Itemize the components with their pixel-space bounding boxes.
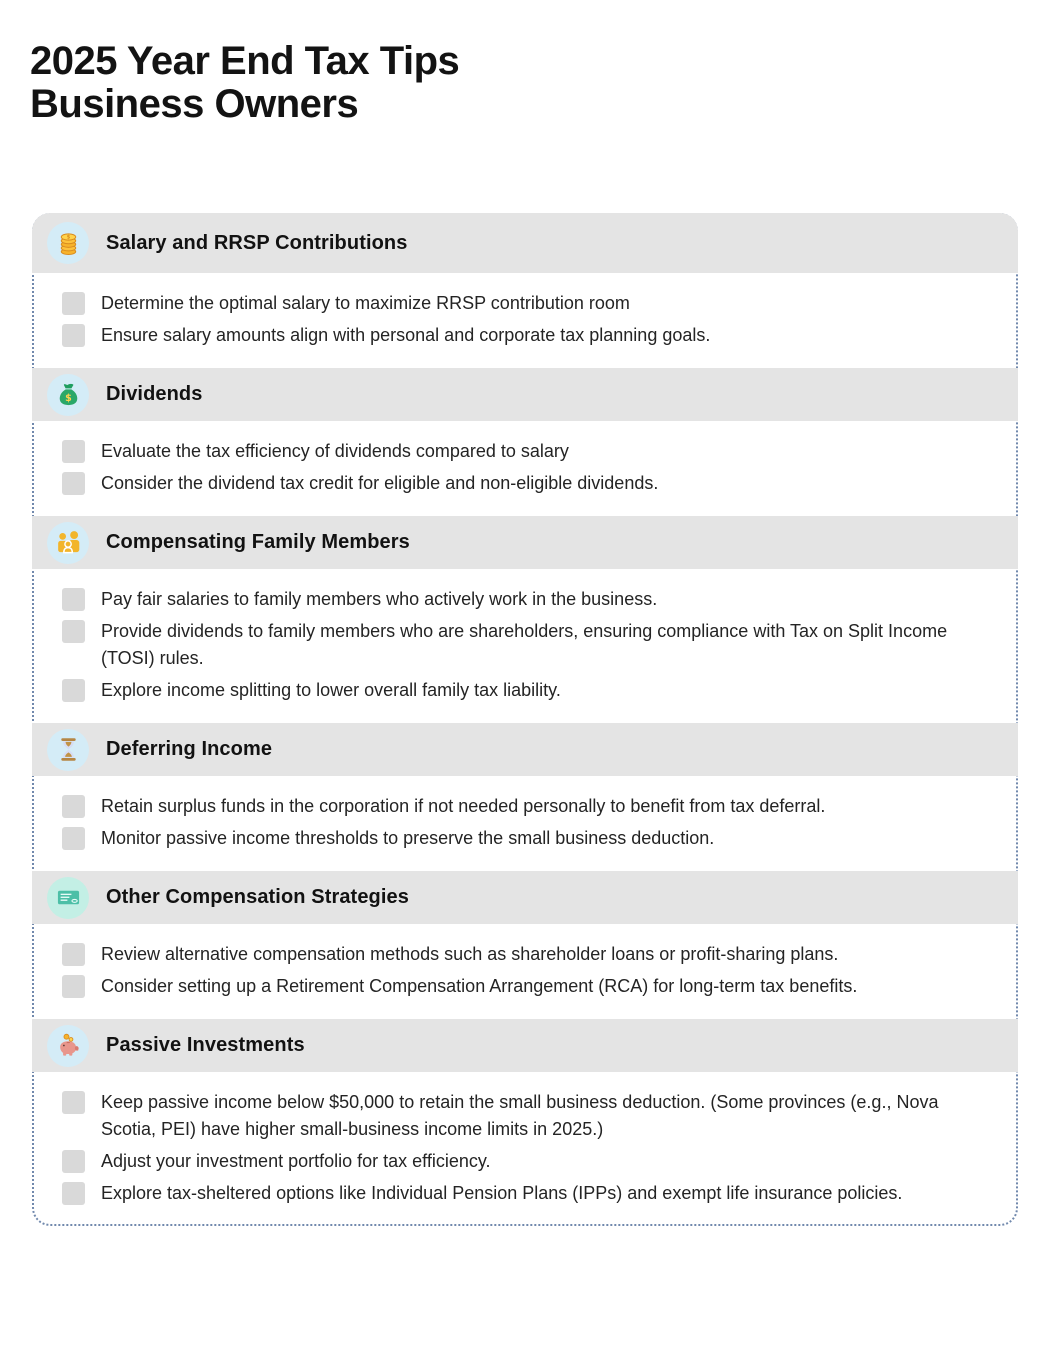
- hourglass-icon: [47, 729, 89, 771]
- section-title: Other Compensation Strategies: [106, 886, 409, 908]
- page-title: [30, 40, 459, 126]
- section-title: Dividends: [106, 383, 203, 405]
- checkbox[interactable]: [62, 795, 85, 818]
- checklist-item: [62, 793, 994, 820]
- section-header: [32, 368, 1018, 421]
- checklist-item: [62, 438, 994, 465]
- checklist-item: [62, 322, 994, 349]
- checkbox[interactable]: [62, 827, 85, 850]
- section-header: [32, 871, 1018, 924]
- checklist-item: [62, 290, 994, 317]
- section: [32, 368, 1018, 516]
- section-items: [32, 273, 1018, 368]
- checklist-item-text: Review alternative compensation methods such as shareholder loans or profit-sharing plans.: [101, 944, 839, 964]
- section-header: [32, 1019, 1018, 1072]
- checklist-item-text: Pay fair salaries to family members who actively work in the business.: [101, 589, 658, 609]
- svg-text:$: $: [64, 392, 72, 404]
- checklist-item-text: Explore tax-sheltered options like Individual Pension Plans (IPPs) and exempt life insurance policies.: [101, 1183, 903, 1203]
- checklist-item: [62, 470, 994, 497]
- section: [32, 1019, 1018, 1226]
- tax-tips-checklist: [32, 213, 1018, 1226]
- checklist-item: [62, 1148, 994, 1175]
- checklist-item-text: Ensure salary amounts align with personal and corporate tax planning goals.: [101, 325, 711, 345]
- section: [32, 213, 1018, 368]
- section-title: Compensating Family Members: [106, 531, 410, 553]
- checklist-item-text: Keep passive income below $50,000 to retain the small business deduction. (Some provinces (e.g., Nova Scotia, PEI) have higher small-business income limits in 2025.): [101, 1092, 939, 1139]
- family-icon: [47, 522, 89, 564]
- checklist-item: [62, 941, 994, 968]
- section: [32, 871, 1018, 1019]
- checklist-item: [62, 586, 994, 613]
- money-bag-icon: [47, 374, 89, 416]
- checklist-item-text: Retain surplus funds in the corporation if not needed personally to benefit from tax deferral.: [101, 796, 826, 816]
- sections-container: [32, 213, 1018, 1226]
- section-items: [32, 1072, 1018, 1226]
- checkbox[interactable]: [62, 975, 85, 998]
- checklist-item: [62, 677, 994, 704]
- checkbox[interactable]: [62, 440, 85, 463]
- checkbox[interactable]: [62, 588, 85, 611]
- section-items: [32, 776, 1018, 871]
- checklist-item-text: Explore income splitting to lower overall family tax liability.: [101, 680, 561, 700]
- checkbox[interactable]: [62, 943, 85, 966]
- section: [32, 723, 1018, 871]
- cheque-icon: [47, 877, 89, 919]
- checkbox[interactable]: [62, 620, 85, 643]
- section-title: Deferring Income: [106, 738, 273, 760]
- checkbox[interactable]: [62, 472, 85, 495]
- section-title: Passive Investments: [106, 1034, 305, 1056]
- section-title: Salary and RRSP Contributions: [106, 231, 408, 254]
- checklist-item-text: Determine the optimal salary to maximize RRSP contribution room: [101, 293, 630, 313]
- coins-icon: [47, 222, 89, 264]
- checkbox[interactable]: [62, 1150, 85, 1173]
- checklist-item: [62, 1180, 994, 1207]
- checklist-item-text: Consider setting up a Retirement Compensation Arrangement (RCA) for long-term tax benefits.: [101, 976, 858, 996]
- section-header: [32, 213, 1018, 273]
- checklist-item-text: Evaluate the tax efficiency of dividends compared to salary: [101, 441, 569, 461]
- checklist-item-text: Adjust your investment portfolio for tax efficiency.: [101, 1151, 491, 1171]
- page-title-line1: 2025 Year End Tax Tips: [30, 39, 460, 83]
- checkbox[interactable]: [62, 324, 85, 347]
- svg-text:$: $: [66, 234, 70, 241]
- piggy-bank-icon: [47, 1025, 89, 1067]
- checklist-item: [62, 618, 994, 672]
- checklist-item: [62, 825, 994, 852]
- checklist-item-text: Provide dividends to family members who are shareholders, ensuring compliance with Tax on Split Income (TOSI) rules.: [101, 621, 948, 668]
- section-items: [32, 569, 1018, 723]
- checkbox[interactable]: [62, 679, 85, 702]
- checklist-item: [62, 973, 994, 1000]
- section-items: [32, 924, 1018, 1019]
- checklist-item-text: Consider the dividend tax credit for eligible and non-eligible dividends.: [101, 473, 659, 493]
- checkbox[interactable]: [62, 292, 85, 315]
- section: [32, 516, 1018, 723]
- section-items: [32, 421, 1018, 516]
- section-header: [32, 723, 1018, 776]
- checkbox[interactable]: [62, 1091, 85, 1114]
- checklist-item-text: Monitor passive income thresholds to preserve the small business deduction.: [101, 828, 715, 848]
- checkbox[interactable]: [62, 1182, 85, 1205]
- checklist-item: [62, 1089, 994, 1143]
- section-header: [32, 516, 1018, 569]
- page-title-line2: Business Owners: [30, 82, 359, 127]
